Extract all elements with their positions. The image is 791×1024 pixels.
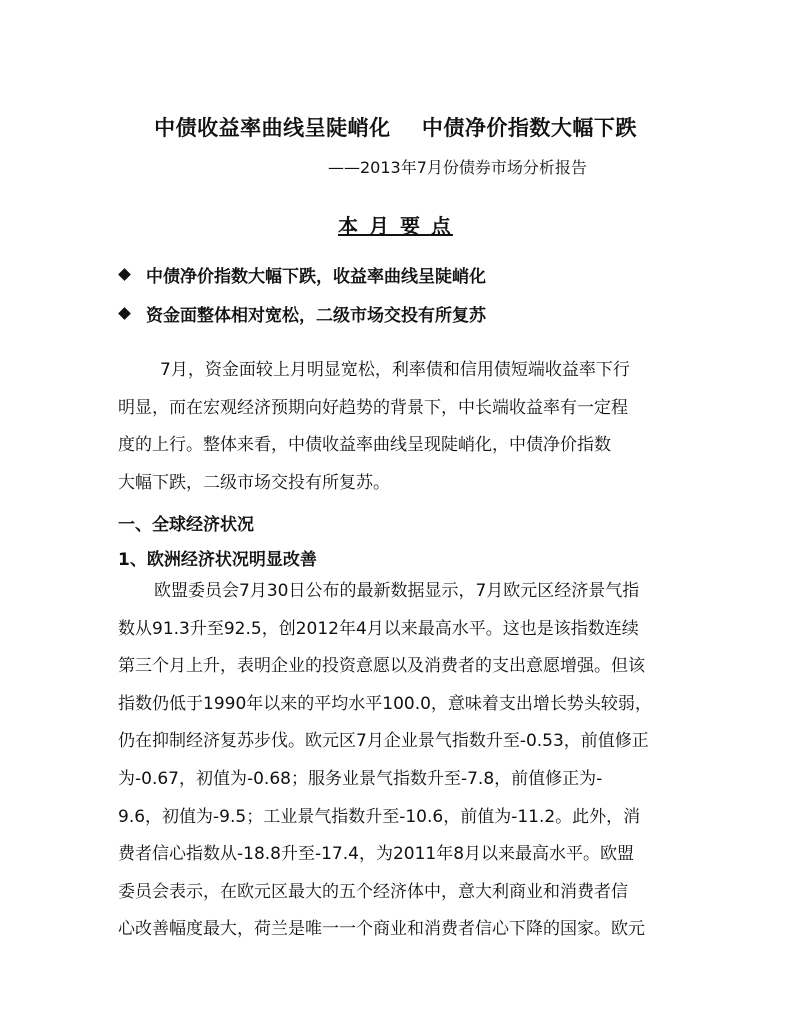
intro-line: 7月，资金面较上月明显宽松，利率债和信用债短端收益率下行 [160,360,630,380]
intro-line: 大幅下跌，二级市场交投有所复苏。 [118,472,390,493]
report-title: 中债收益率曲线呈陡峭化 中债净价指数大幅下跌 [154,116,637,140]
diamond-bullet-icon [118,268,131,281]
heading-global-economy: 一、全球经济状况 [118,515,254,535]
intro-line: 度的上行。整体来看，中债收益率曲线呈现陡峭化，中债净价指数 [118,435,611,456]
intro-line: 明显，而在宏观经济预期向好趋势的背景下，中长端收益率有一定程 [118,397,628,418]
intro-paragraph [118,352,678,502]
body-line: 委员会表示，在欧元区最大的五个经济体中，意大利商业和消费者信 [118,881,628,902]
body-line: 欧盟委员会7月30日公布的最新数据显示，7月欧元区经济景气指 [154,581,640,601]
highlight-text-1: 中债净价指数大幅下跌，收益率曲线呈陡峭化 [146,267,486,287]
highlight-text-2: 资金面整体相对宽松，二级市场交投有所复苏 [146,306,486,326]
body-paragraph [118,573,678,949]
body-line: 第三个月上升，表明企业的投资意愿以及消费者的支出意愿增强。但该 [118,656,645,677]
report-subtitle: ——2013年7月份债券市场分析报告 [328,158,587,177]
body-line: 心改善幅度最大，荷兰是唯一一个商业和消费者信心下降的国家。欧元 [118,919,645,940]
body-line: 为-0.67，初值为-0.68；服务业景气指数升至-7.8，前值修正为- [118,768,603,789]
body-line: 费者信心指数从-18.8升至-17.4，为2011年8月以来最高水平。欧盟 [118,844,635,865]
highlight-bullet-1 [118,262,486,287]
diamond-bullet-icon [118,307,131,320]
highlight-bullet-2 [118,301,486,326]
body-line: 数从91.3升至92.5，创2012年4月以来最高水平。这也是该指数连续 [118,618,639,639]
body-line: 仍在抑制经济复苏步伐。欧元区7月企业景气指数升至-0.53，前值修正 [118,731,649,752]
heading-europe-economy: 1、欧洲经济状况明显改善 [118,550,317,570]
body-line: 9.6，初值为-9.5；工业景气指数升至-10.6，前值为-11.2。此外，消 [118,806,641,827]
body-line: 指数仍低于1990年以来的平均水平100.0，意味着支出增长势头较弱， [118,693,652,714]
section-title-highlights: 本 月 要 点 [338,214,453,238]
